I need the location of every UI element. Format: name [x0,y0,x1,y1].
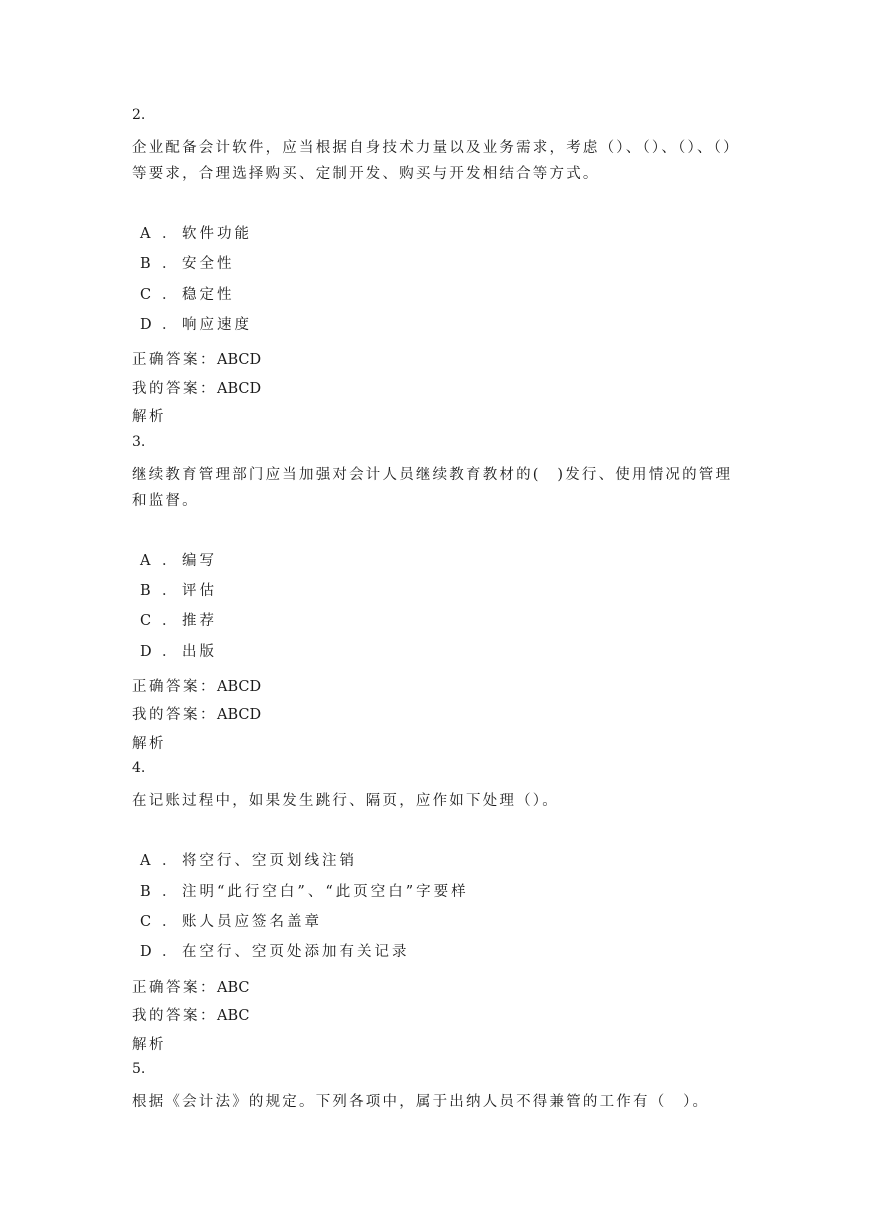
option-letter: C [140,286,152,303]
option-dot: ． [162,944,177,961]
option-text: 响应速度 [182,316,252,333]
option-text: 账人员应签名盖章 [182,913,322,930]
my-answer-value: ABCD [217,707,262,724]
question-number: 5. [132,1061,146,1078]
option-c [132,280,742,310]
option-letter: B [140,256,151,273]
question-text: 根据《会计法》的规定。下列各项中，属于出纳人员不得兼管的工作有（ ）。 [132,1094,710,1111]
option-dot: ． [162,913,177,930]
option-text: 将空行、空页划线注销 [182,853,357,870]
question-5 [132,1059,742,1115]
option-b [132,249,742,279]
option-letter: B [140,883,151,900]
my-answer-label: 我的答案： [132,380,217,397]
option-c [132,606,742,636]
question-number: 2. [132,107,146,123]
option-a [132,846,742,876]
option-letter: D [140,316,152,333]
option-dot: ． [162,316,177,333]
correct-answer-value: ABCD [217,352,262,369]
question-text: 企业配备会计软件，应当根据自身技术力量以及业务需求，考虑（）、（）、（）、（）等要求，合理选择购买、定制开发、购买与开发相结合等方式。 [132,140,740,182]
option-letter: D [140,643,152,660]
correct-answer-label: 正确答案： [132,979,217,996]
correct-answer-label: 正确答案： [132,352,217,369]
option-letter: A [140,853,151,870]
question-2 [132,105,742,432]
correct-answer [132,346,742,375]
my-answer-label: 我的答案： [132,1008,217,1025]
option-letter: C [140,613,152,630]
option-a [132,219,742,249]
my-answer [132,701,742,730]
option-b [132,576,742,606]
option-text: 出版 [182,643,217,660]
analysis-link[interactable]: 解析 [132,1036,166,1053]
option-letter: B [140,582,151,599]
option-list [132,846,742,967]
option-list [132,546,742,667]
option-dot: ． [162,582,177,599]
correct-answer-label: 正确答案： [132,678,217,695]
option-b [132,877,742,907]
correct-answer-value: ABC [217,979,250,996]
correct-answer-value: ABCD [217,678,262,695]
my-answer [132,375,742,404]
option-dot: ． [162,643,177,660]
question-number: 3. [132,433,146,450]
correct-answer [132,673,742,702]
option-text: 编写 [182,552,217,569]
option-list [132,219,742,340]
option-text: 稳定性 [182,286,235,303]
option-letter: A [140,552,151,569]
option-d [132,637,742,667]
correct-answer [132,974,742,1003]
option-dot: ． [162,552,177,569]
option-text: 评估 [182,582,217,599]
option-text: 安全性 [182,256,235,273]
option-dot: ． [162,883,177,900]
my-answer-label: 我的答案： [132,707,217,724]
option-letter: A [140,226,151,242]
document-page [132,105,742,1147]
option-text: 在空行、空页处添加有关记录 [182,944,410,961]
my-answer-value: ABCD [217,380,262,397]
question-3 [132,432,742,759]
option-d [132,937,742,967]
option-letter: C [140,913,152,930]
option-dot: ． [162,286,177,303]
question-4 [132,758,742,1059]
analysis-link[interactable]: 解析 [132,409,166,426]
option-dot: ． [162,613,177,630]
option-c [132,907,742,937]
question-text: 在记账过程中，如果发生跳行、隔页，应作如下处理（）。 [132,793,559,810]
option-text: 推荐 [182,613,217,630]
option-letter: D [140,944,152,961]
my-answer-value: ABC [217,1008,250,1025]
analysis-link[interactable]: 解析 [132,735,166,752]
my-answer [132,1002,742,1031]
option-d [132,310,742,340]
option-dot: ． [162,853,177,870]
option-dot: ． [162,256,177,273]
option-dot: ． [162,226,177,242]
option-a [132,546,742,576]
question-text: 继续教育管理部门应当加强对会计人员继续教育教材的( )发行、使用情况的管理和监督。 [132,466,733,509]
question-number: 4. [132,760,146,777]
option-text: 软件功能 [182,226,252,242]
option-text: 注明“此行空白”、“此页空白”字要样 [182,883,469,900]
